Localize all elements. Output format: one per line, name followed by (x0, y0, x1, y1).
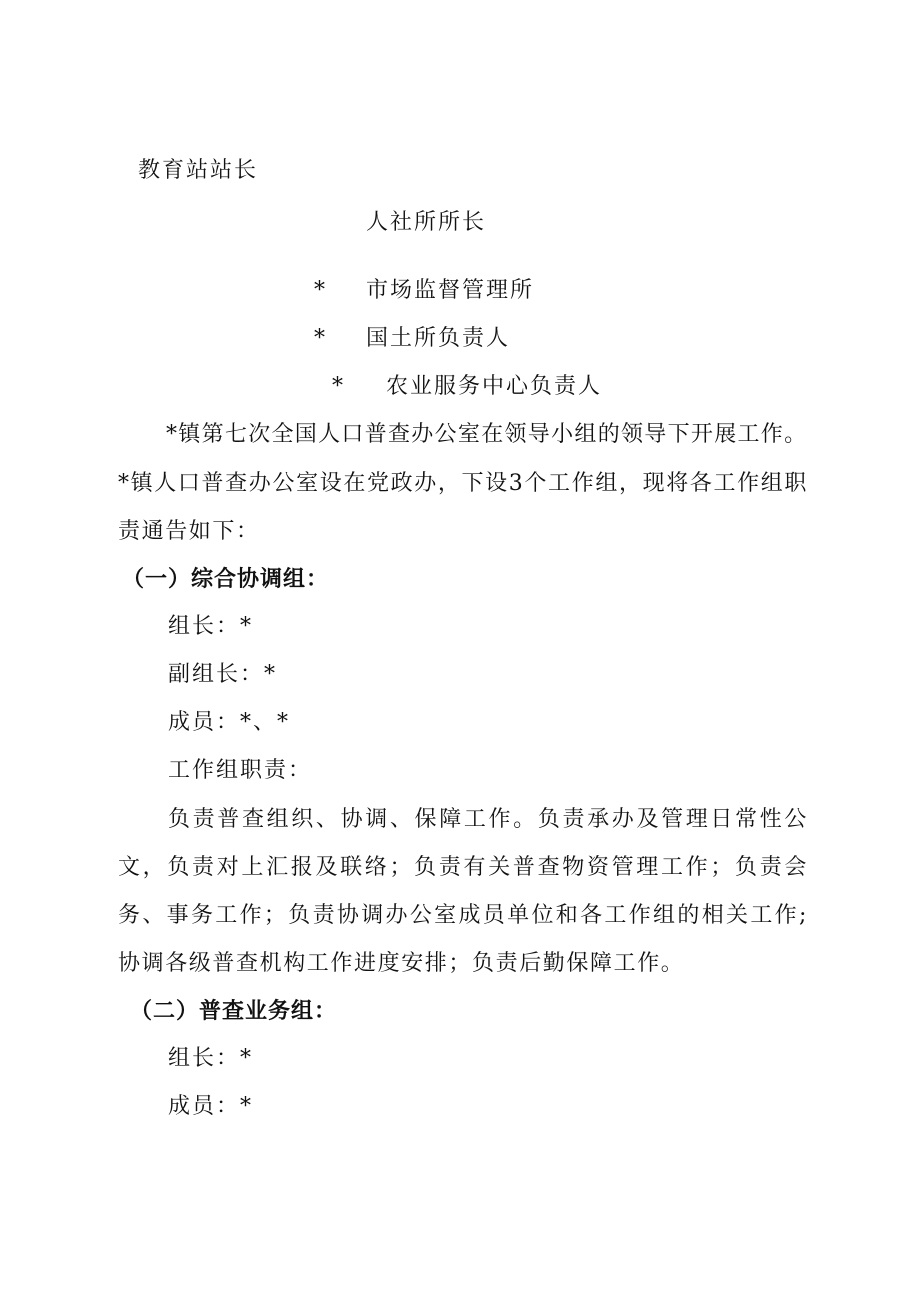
role-land: 国土所负责人 (366, 326, 511, 351)
role-education: 教育站站长 (138, 158, 259, 183)
group2-heading: （二）普查业务组： (130, 998, 338, 1024)
group2-leader: 组长：* (168, 1046, 254, 1071)
group2-members: 成员：* (168, 1094, 254, 1119)
role-hr: 人社所所长 (366, 210, 487, 235)
group1-leader: 组长：* (168, 614, 254, 639)
role-agri-star: * (332, 374, 343, 399)
group1-duty-text: 负责普查组织、协调、保障工作。负责承办及管理日常性公文，负责对上汇报及联络；负责有关普查物资管理工作；负责会务、事务工作；负责协调办公室成员单位和各工作组的相关工作;协调各级普查机构工作进度安排；负责后勤保障工作。 (118, 807, 808, 976)
group1-deputy: 副组长：* (168, 662, 278, 687)
group1-members: 成员：*、* (168, 710, 291, 735)
role-land-star: * (314, 326, 325, 351)
role-market-star: * (314, 278, 325, 303)
role-market: 市场监督管理所 (366, 278, 535, 303)
intro-line: *镇第七次全国人口普查办公室在领导小组的领导下开展工作。 (166, 422, 808, 447)
intro-paragraph: *镇人口普查办公室设在党政办，下设3个工作组，现将各工作组职责通告如下： (118, 471, 808, 544)
group1-duty-title: 工作组职责： (168, 758, 313, 783)
group1-heading: （一）综合协调组： (122, 566, 330, 592)
role-agri: 农业服务中心负责人 (386, 374, 603, 399)
